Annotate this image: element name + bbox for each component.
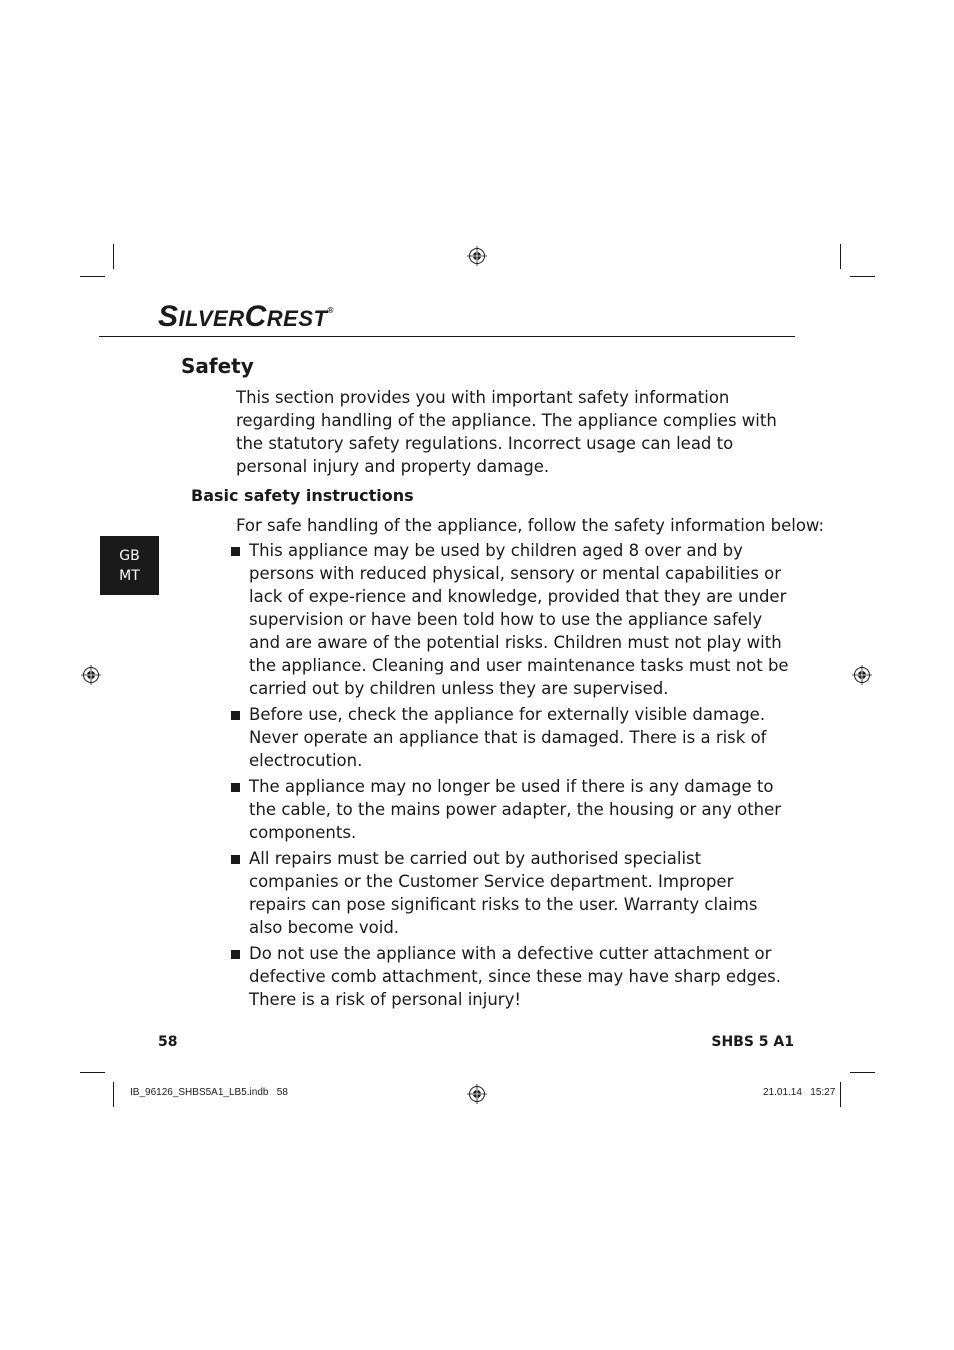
crop-mark	[850, 276, 875, 277]
registration-mark-icon	[467, 246, 487, 266]
brand-logo	[158, 300, 334, 334]
bullet-square-icon	[231, 547, 240, 556]
brand-letters: REST	[266, 306, 328, 331]
crop-mark	[840, 244, 841, 269]
list-item	[231, 539, 791, 700]
safety-list	[231, 539, 791, 1014]
list-item	[231, 703, 791, 772]
bullet-square-icon	[231, 855, 240, 864]
list-item	[231, 942, 791, 1011]
list-item-text: Before use, check the appliance for externally visible damage. Never operate an appliance that is damaged. There is a risk of electrocution.	[249, 705, 767, 770]
section-intro: This section provides you with important safety information regarding handling of the appliance. The appliance complies with the statutory safety regulations. Incorrect usage can lead to personal injury and property damage.	[236, 388, 777, 476]
crop-mark	[80, 276, 105, 277]
list-item-text: The appliance may no longer be used if there is any damage to the cable, to the mains power adapter, the housing or any other components.	[249, 777, 782, 842]
language-code: MT	[119, 567, 140, 584]
subsection-title: Basic safety instructions	[191, 486, 414, 505]
brand-letter: S	[158, 300, 179, 333]
crop-mark	[113, 244, 114, 269]
section-title: Safety	[181, 354, 254, 378]
registration-mark-icon	[81, 665, 101, 685]
bullet-square-icon	[231, 950, 240, 959]
print-slug-file: IB_96126_SHBS5A1_LB5.indb 58	[130, 1087, 288, 1098]
bullet-square-icon	[231, 783, 240, 792]
list-item	[231, 847, 791, 939]
print-slug-datetime: 21.01.14 15:27	[763, 1087, 836, 1098]
crop-mark	[850, 1072, 875, 1073]
brand-letter: C	[244, 300, 267, 333]
language-tab	[100, 536, 159, 595]
registration-mark-icon	[852, 665, 872, 685]
header-divider	[99, 336, 795, 337]
crop-mark	[80, 1072, 105, 1073]
registered-mark: ®	[327, 306, 334, 315]
page-number: 58	[158, 1034, 178, 1050]
crop-mark	[840, 1082, 841, 1107]
list-item-text: All repairs must be carried out by authorised specialist companies or the Customer Service department. Improper repairs can pose significant risks to the user. Warranty claims also become void.	[249, 849, 758, 937]
model-number: SHBS 5 A1	[711, 1034, 794, 1050]
subsection-lead: For safe handling of the appliance, follow the safety information below:	[236, 516, 825, 535]
crop-mark	[113, 1082, 114, 1107]
registration-mark-icon	[467, 1084, 487, 1104]
language-code: GB	[119, 547, 140, 564]
brand-letters: ILVER	[178, 306, 245, 331]
list-item-text: This appliance may be used by children aged 8 over and by persons with reduced physical, sensory or mental capabilities or lack of expe-rience and knowledge, provided that they are under supervision or have been told how to use the appliance safely and are aware of the potential risks. Children must not play with the appliance. Cleaning and user maintenance tasks must not be carried out by children unless they are supervised.	[249, 541, 789, 698]
list-item-text: Do not use the appliance with a defective cutter attachment or defective comb attachment, since these may have sharp edges. There is a risk of personal injury!	[249, 944, 782, 1009]
list-item	[231, 775, 791, 844]
bullet-square-icon	[231, 711, 240, 720]
